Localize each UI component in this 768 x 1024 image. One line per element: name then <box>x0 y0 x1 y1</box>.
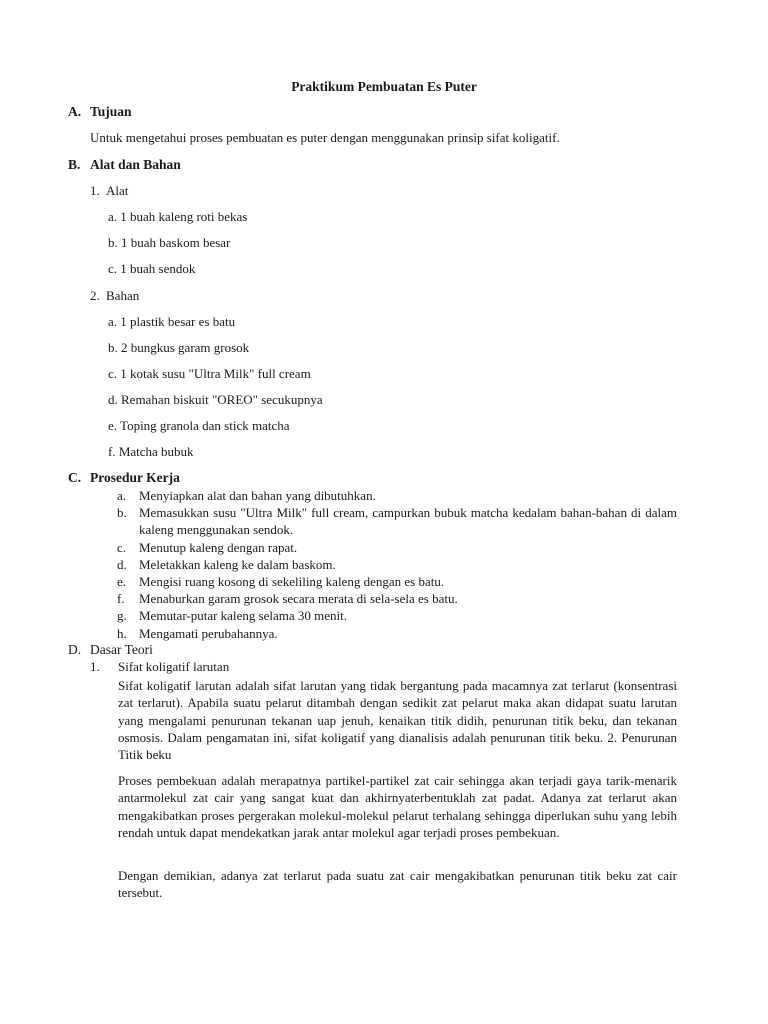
bahan-item: d. Remahan biskuit "OREO" secukupnya <box>108 392 323 407</box>
teori-paragraph: Dengan demikian, adanya zat terlarut pada suatu zat cair mengakibatkan penurunan titik beku zat cair tersebut. <box>118 868 677 901</box>
alat-item: c. 1 buah sendok <box>108 261 196 276</box>
step-label: d. <box>117 556 127 572</box>
section-c-title: Prosedur Kerja <box>90 470 180 485</box>
section-c-heading <box>68 470 180 486</box>
section-c-letter: C. <box>68 470 82 485</box>
bahan-item: a. 1 plastik besar es batu <box>108 314 236 329</box>
step-label: b. <box>117 505 127 521</box>
procedure-step <box>117 590 677 607</box>
procedure-step <box>117 556 677 573</box>
step-label: h. <box>117 625 127 641</box>
procedure-step <box>117 487 677 504</box>
procedure-list <box>117 487 677 642</box>
bahan-item: b. 2 bungkus garam grosok <box>108 340 250 355</box>
bahan-item: c. 1 kotak susu "Ultra Milk" full cream <box>108 366 311 381</box>
step-label: f. <box>117 591 125 607</box>
step-text: Memasukkan susu "Ultra Milk" full cream, campurkan bubuk matcha kedalam bahan-bahan di dalam kaleng menggunakan sendok. <box>139 505 677 538</box>
section-d-heading <box>68 642 153 658</box>
procedure-step <box>117 607 677 624</box>
section-a-heading <box>68 104 132 120</box>
section-b-heading <box>68 157 181 173</box>
teori-paragraph: Proses pembekuan adalah merapatnya partikel-partikel zat cair sehingga akan terjadi gaya tarik-menarik antarmolekul zat cair yang sangat kuat dan akhirnyaterbentuklah zat padat. Adanya zat terlarut akan mengakibatkan proses pergerakan molekul-molekul pelarut terhalang sehingga diperlukan suhu yang lebih rendah untuk dapat mendekatkan jarak antar molekul agar terjadi proses pembekuan. <box>118 773 677 840</box>
step-label: e. <box>117 574 127 590</box>
alat-number: 1. <box>90 183 100 198</box>
teori-sub-label: Sifat koligatif larutan <box>118 659 230 674</box>
teori-paragraph: Sifat koligatif larutan adalah sifat larutan yang tidak bergantung pada macamnya zat terlarut (konsentrasi zat terlarut). Apabila suatu pelarut ditambah dengan sedikit zat pelarut maka akan didapat suatu larutan yang mengalami penurunan tekanan uap jenuh, kenaikan titik didih, penurunan titik beku, dan tekanan osmosis. Dalam pengamatan ini, sifat koligatif yang dianalisis adalah penurunan titik beku. 2. Penurunan Titik beku <box>118 678 677 763</box>
bahan-item: e. Toping granola dan stick matcha <box>108 418 290 433</box>
step-text: Mengamati perubahannya. <box>139 625 278 641</box>
step-text: Meletakkan kaleng ke dalam baskom. <box>139 556 336 572</box>
step-text: Menutup kaleng dengan rapat. <box>139 539 298 555</box>
procedure-step <box>117 573 677 590</box>
step-text: Memutar-putar kaleng selama 30 menit. <box>139 608 348 624</box>
step-text: Menaburkan garam grosok secara merata di sela-sela es batu. <box>139 591 458 607</box>
section-b-title: Alat dan Bahan <box>90 157 181 172</box>
procedure-step <box>117 625 677 642</box>
step-text: Mengisi ruang kosong di sekeliling kaleng dengan es batu. <box>139 574 445 590</box>
section-d-letter: D. <box>68 642 82 657</box>
bahan-label: Bahan <box>106 288 140 303</box>
section-a-letter: A. <box>68 104 82 119</box>
bahan-number: 2. <box>90 288 100 303</box>
step-label: g. <box>117 608 127 624</box>
alat-item: a. 1 buah kaleng roti bekas <box>108 209 248 224</box>
bahan-subheading <box>90 288 139 304</box>
teori-sub-number: 1. <box>90 659 100 674</box>
procedure-step <box>117 504 677 538</box>
alat-item: b. 1 buah baskom besar <box>108 235 231 250</box>
section-a-title: Tujuan <box>90 104 132 119</box>
section-d-title: Dasar Teori <box>90 642 153 657</box>
step-text: Menyiapkan alat dan bahan yang dibutuhkan. <box>139 488 376 503</box>
teori-subheading <box>90 659 229 675</box>
step-label: c. <box>117 539 127 555</box>
procedure-step <box>117 539 677 556</box>
bahan-item: f. Matcha bubuk <box>108 444 194 459</box>
step-label: a. <box>117 488 127 503</box>
alat-subheading <box>90 183 128 199</box>
page-title: Praktikum Pembuatan Es Puter <box>291 79 477 94</box>
alat-label: Alat <box>106 183 129 198</box>
tujuan-text: Untuk mengetahui proses pembuatan es puter dengan menggunakan prinsip sifat koligatif. <box>90 130 560 145</box>
section-b-letter: B. <box>68 157 81 172</box>
